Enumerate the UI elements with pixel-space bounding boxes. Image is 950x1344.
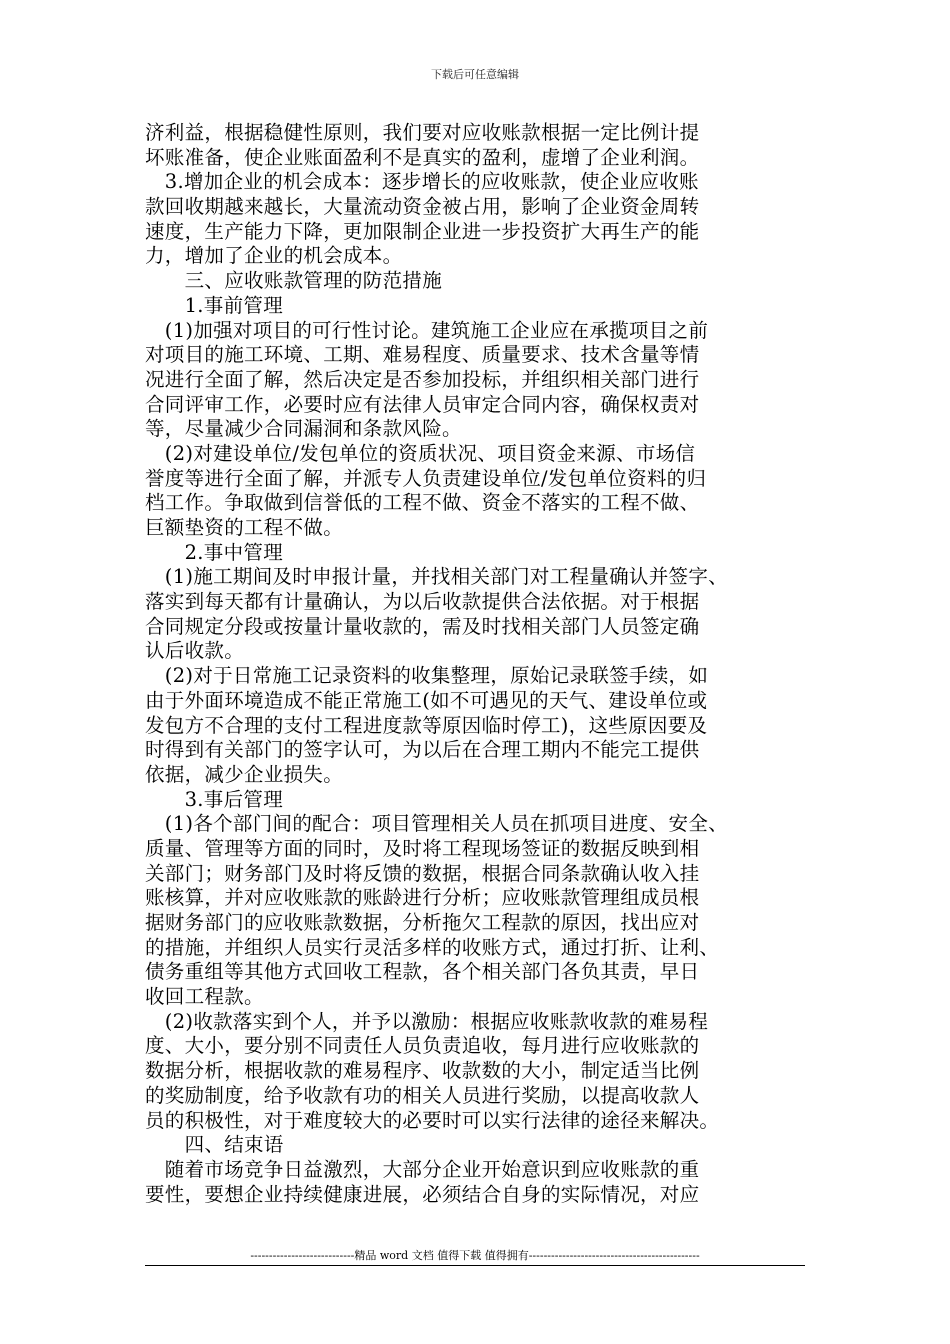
text-line: 落实到每天都有计量确认，为以后收款提供合法依据。对于根据 [145, 590, 700, 614]
text-line: (2)对于日常施工记录资料的收集整理，原始记录联签手续，如 [145, 664, 709, 688]
text-line: 款回收期越来越长，大量流动资金被占用，影响了企业资金周转 [145, 195, 700, 219]
text-line: 债务重组等其他方式回收工程款，各个相关部门各负其责，早日 [145, 960, 700, 984]
document-body [145, 121, 805, 1207]
text-line: (2)收款落实到个人，并予以激励：根据应收账款收款的难易程 [145, 1009, 709, 1033]
text-line: 数据分析，根据收款的难易程序、收款数的大小，制定适当比例 [145, 1059, 700, 1083]
footer-rule [145, 1265, 805, 1266]
text-line: 度、大小，要分别不同责任人员负责追收，每月进行应收账款的 [145, 1034, 700, 1058]
text-line: 要性，要想企业持续健康进展，必须结合自身的实际情况，对应 [145, 1182, 700, 1206]
text-line: 质量、管理等方面的同时，及时将工程现场签证的数据反映到相 [145, 836, 700, 860]
text-line: (1)各个部门间的配合：项目管理相关人员在抓项目进度、安全、 [145, 812, 728, 836]
text-line: 收回工程款。 [145, 985, 264, 1009]
text-line: 由于外面环境造成不能正常施工(如不可遇见的天气、建设单位或 [145, 688, 708, 712]
text-line: 三、应收账款管理的防范措施 [145, 269, 443, 293]
text-line: (1)施工期间及时申报计量，并找相关部门对工程量确认并签字、 [145, 565, 728, 589]
text-line: 誉度等进行全面了解，并派专人负责建设单位/发包单位资料的归 [145, 466, 707, 490]
text-line: 随着市场竞争日益激烈，大部分企业开始意识到应收账款的重 [145, 1157, 700, 1181]
text-line: 时得到有关部门的签字认可，为以后在合理工期内不能完工提供 [145, 738, 700, 762]
text-line: 合同评审工作，必要时应有法律人员审定合同内容，确保权责对 [145, 392, 700, 416]
text-line: 关部门；财务部门及时将反馈的数据，根据合同条款确认收入挂 [145, 861, 700, 885]
page-footer: ----------------------------精品 word 文档 值得下载 值得拥有---------------------------------------------- [250, 1249, 700, 1262]
text-line: 依据，减少企业损失。 [145, 762, 344, 786]
text-line: 员的积极性，对于难度较大的必要时可以实行法律的途径来解决。 [145, 1108, 720, 1132]
text-line: 的措施，并组织人员实行灵活多样的收账方式，通过打折、让利、 [145, 935, 720, 959]
page-header: 下载后可任意编辑 [431, 68, 519, 81]
text-line: 2.事中管理 [145, 540, 284, 564]
text-line: 3.增加企业的机会成本：逐步增长的应收账款，使企业应收账 [145, 170, 699, 194]
text-line: 巨额垫资的工程不做。 [145, 516, 344, 539]
text-line: 认后收款。 [145, 639, 245, 663]
text-line: 档工作。争取做到信誉低的工程不做、资金不落实的工程不做、 [145, 491, 700, 515]
text-line: 坏账准备，使企业账面盈利不是真实的盈利，虚增了企业利润。 [145, 145, 700, 169]
text-line: 据财务部门的应收账款数据，分析拖欠工程款的原因，找出应对 [145, 911, 700, 934]
text-line: 的奖励制度，给予收款有功的相关人员进行奖励，以提高收款人 [145, 1083, 700, 1107]
text-line: 3.事后管理 [145, 787, 284, 811]
text-line: 账核算，并对应收账款的账龄进行分析；应收账款管理组成员根 [145, 886, 700, 910]
text-line: (2)对建设单位/发包单位的资质状况、项目资金来源、市场信 [145, 441, 696, 465]
text-line: 等，尽量减少合同漏洞和条款风险。 [145, 417, 462, 441]
text-line: 况进行全面了解，然后决定是否参加投标，并组织相关部门进行 [145, 367, 700, 391]
text-line: 发包方不合理的支付工程进度款等原因临时停工)，这些原因要及 [145, 713, 708, 737]
text-line: 合同规定分段或按量计量收款的，需及时找相关部门人员签定确 [145, 614, 700, 638]
text-line: 力，增加了企业的机会成本。 [145, 244, 403, 268]
text-line: 1.事前管理 [145, 293, 284, 317]
text-line: 对项目的施工环境、工期、难易程度、质量要求、技术含量等情 [145, 343, 700, 367]
text-line: (1)加强对项目的可行性讨论。建筑施工企业应在承揽项目之前 [145, 318, 709, 342]
text-line: 四、结束语 [145, 1133, 284, 1157]
text-line: 速度，生产能力下降，更加限制企业进一步投资扩大再生产的能 [145, 219, 700, 243]
text-line: 济利益，根据稳健性原则，我们要对应收账款根据一定比例计提 [145, 121, 700, 144]
